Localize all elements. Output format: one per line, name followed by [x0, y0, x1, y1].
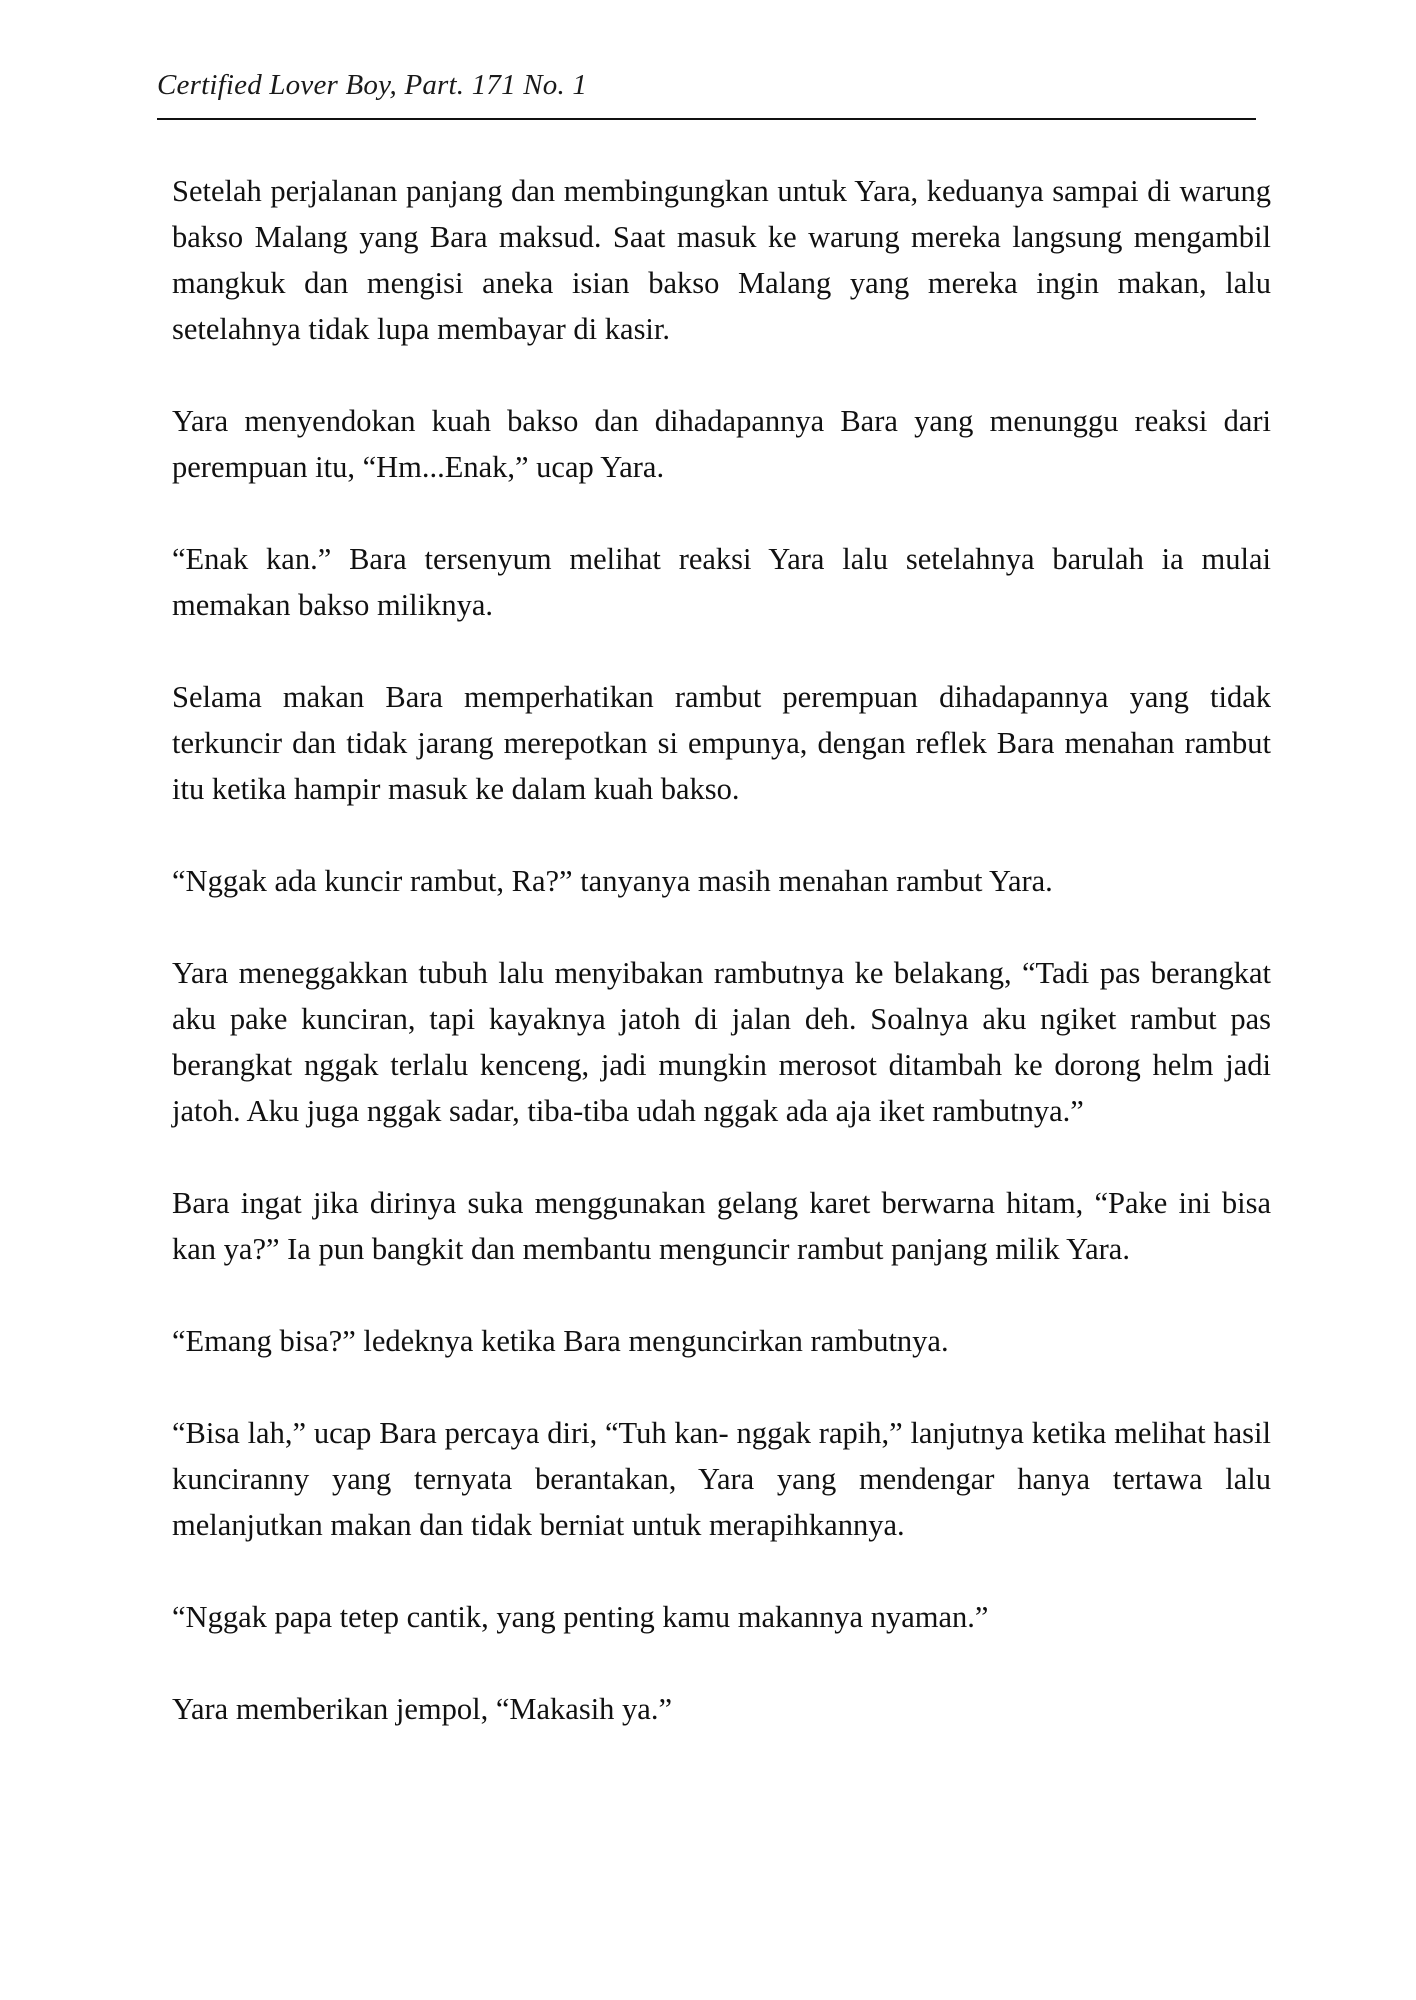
paragraph: Selama makan Bara memperhatikan rambut perempuan dihadapannya yang tidak terkuncir dan tidak jarang merepotkan si empunya, dengan reflek Bara menahan rambut itu ketika hampir masuk ke dalam kuah bakso.: [172, 680, 1271, 806]
paragraph: Yara meneggakkan tubuh lalu menyibakan rambutnya ke belakang, “Tadi pas berangkat aku pake kunciran, tapi kayaknya jatoh di jalan deh. Soalnya aku ngiket rambut pas berangkat nggak terlalu kenceng, jadi mungkin merosot ditambah ke dorong helm jadi jatoh. Aku juga nggak sadar, tiba-tiba udah nggak ada aja iket rambutnya.”: [172, 956, 1271, 1128]
paragraph: Yara menyendokan kuah bakso dan dihadapannya Bara yang menunggu reaksi dari perempuan itu, “Hm...Enak,” ucap Yara.: [172, 404, 1271, 484]
header-divider: [157, 118, 1256, 120]
paragraph: “Emang bisa?” ledeknya ketika Bara menguncirkan rambutnya.: [172, 1324, 949, 1358]
paragraph: “Nggak papa tetep cantik, yang penting kamu makannya nyaman.”: [172, 1600, 989, 1634]
paragraph: “Bisa lah,” ucap Bara percaya diri, “Tuh kan- nggak rapih,” lanjutnya ketika melihat hasil kunciranny yang ternyata berantakan, Yara yang mendengar hanya tertawa lalu melanjutkan makan dan tidak berniat untuk merapihkannya.: [172, 1416, 1271, 1542]
paragraph: “Nggak ada kuncir rambut, Ra?” tanyanya masih menahan rambut Yara.: [172, 864, 1053, 898]
story-body: [172, 168, 1271, 1732]
paragraph: “Enak kan.” Bara tersenyum melihat reaksi Yara lalu setelahnya barulah ia mulai memakan bakso miliknya.: [172, 542, 1271, 622]
paragraph: Bara ingat jika dirinya suka menggunakan gelang karet berwarna hitam, “Pake ini bisa kan ya?” Ia pun bangkit dan membantu menguncir rambut panjang milik Yara.: [172, 1186, 1271, 1266]
paragraph: Setelah perjalanan panjang dan membingungkan untuk Yara, keduanya sampai di warung bakso Malang yang Bara maksud. Saat masuk ke warung mereka langsung mengambil mangkuk dan mengisi aneka isian bakso Malang yang mereka ingin makan, lalu setelahnya tidak lupa membayar di kasir.: [172, 174, 1271, 346]
running-header-title: Certified Lover Boy, Part. 171 No. 1: [157, 69, 588, 101]
paragraph: Yara memberikan jempol, “Makasih ya.”: [172, 1692, 673, 1726]
page-header: [157, 66, 1256, 104]
